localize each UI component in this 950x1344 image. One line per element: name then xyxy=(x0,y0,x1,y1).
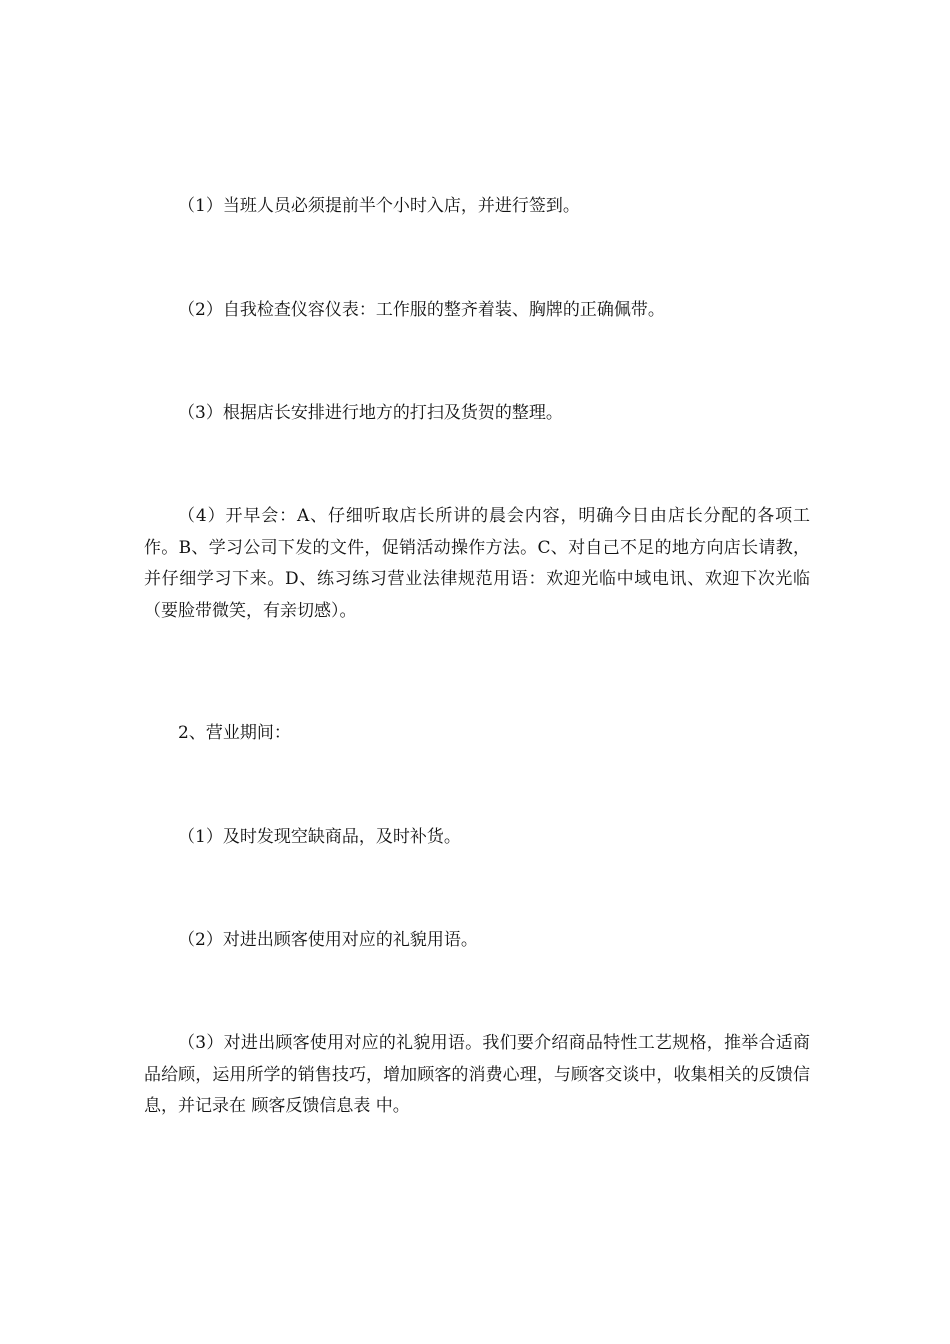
paragraph-arrival-signin: （1）当班人员必须提前半个小时入店，并进行签到。 xyxy=(178,196,580,216)
paragraph-restock: （1）及时发现空缺商品，及时补货。 xyxy=(178,827,461,847)
paragraph-courtesy-language: （2）对进出顾客使用对应的礼貌用语。 xyxy=(178,930,478,950)
section-heading-business-hours: 2、营业期间： xyxy=(178,723,291,743)
paragraph-customer-feedback: （3）对进出顾客使用对应的礼貌用语。我们要介绍商品特性工艺规格，推举合适商品给顾，运用所学的销售技巧，增加顾客的消费心理，与顾客交谈中，收集相关的反馈信息，并记录在 顾客反馈信息表 中。 xyxy=(144,1033,810,1116)
paragraph-morning-meeting: （4）开早会：A、仔细听取店长所讲的晨会内容，明确今日由店长分配的各项工作。B、学习公司下发的文件，促销活动操作方法。C、对自己不足的地方向店长请教，并仔细学习下来。D、练习练习营业法律规范用语：欢迎光临中域电讯、欢迎下次光临（要脸带微笑，有亲切感）。 xyxy=(144,506,810,621)
paragraph-appearance-check: （2）自我检查仪容仪表：工作服的整齐着装、胸牌的正确佩带。 xyxy=(178,300,665,320)
paragraph-cleaning: （3）根据店长安排进行地方的打扫及货贺的整理。 xyxy=(178,403,563,423)
